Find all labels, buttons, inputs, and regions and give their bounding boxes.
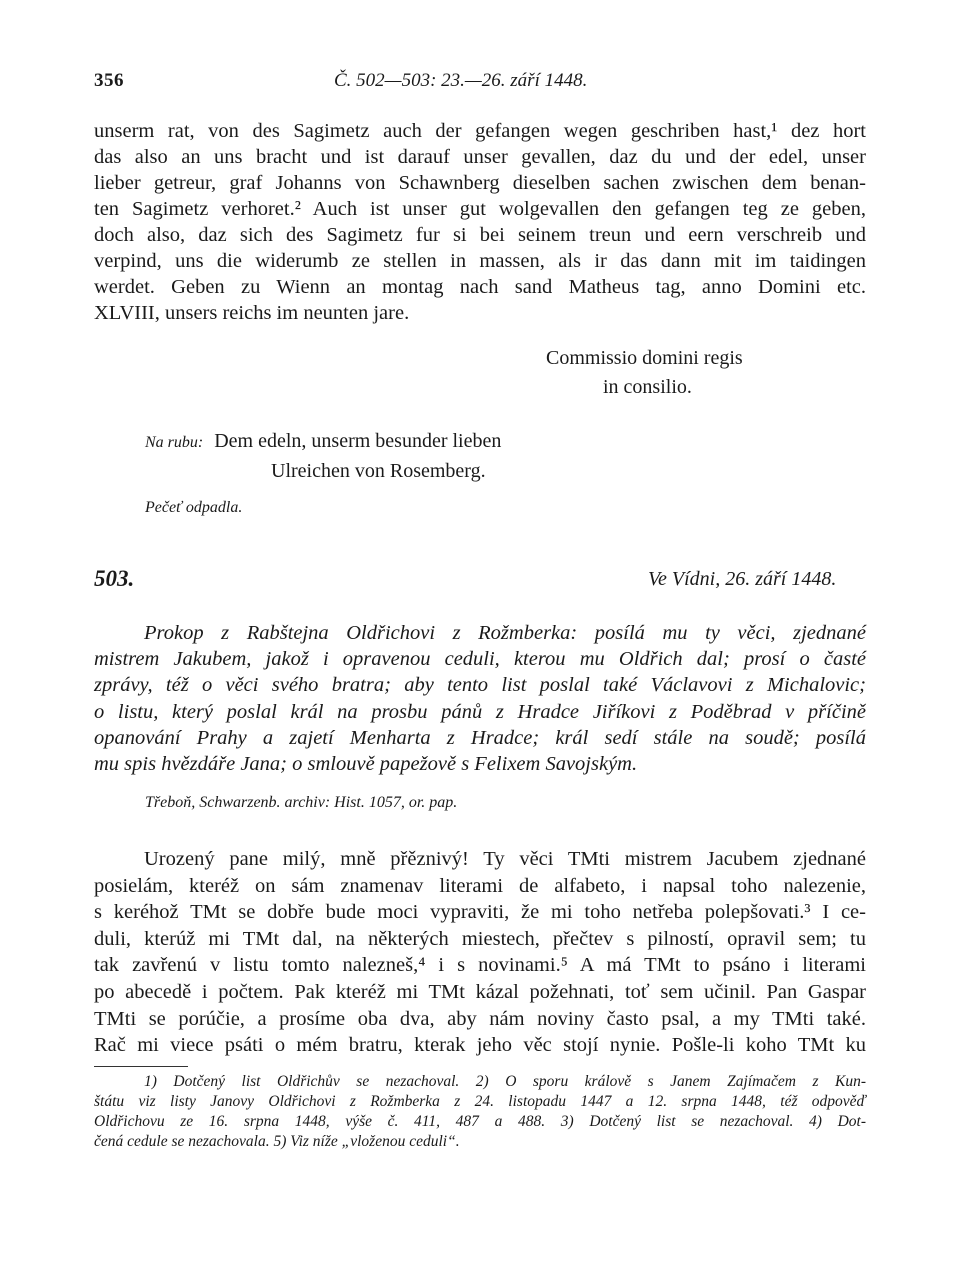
text-line: duli, kterúž mi TMt dal, na některých miestech, přečtev s pilností, opravil sem; tu <box>94 927 866 950</box>
regest-line: zprávy, též o věci svého bratra; aby tento list poslal také Václavovi z Michalovic; <box>94 674 866 697</box>
text-line: lieber getreur, graf Johanns von Schawnberg dieselben sachen zwischen dem benan- <box>94 172 866 194</box>
text-line: werdet. Geben zu Wienn an montag nach sand Matheus tag, anno Domini etc. <box>94 276 866 298</box>
regest <box>94 620 866 777</box>
footnotes <box>94 1072 866 1152</box>
regest-line: mistrem Jakubem, jakož i opravenou ceduli, kterou mu Oldřich dal; prosí o časté <box>94 648 866 671</box>
text-line: s keréhož TMt se dobře bude moci vypraviti, že mi toho netřeba polepšovati.³ I ce- <box>94 901 866 924</box>
endorsement-label: Na rubu: <box>145 434 204 451</box>
footnote-line: 1) Dotčený list Oldřichův se nezachoval. 2) O sporu králově s Janem Zajímačem z Kun- <box>144 1073 866 1090</box>
endorsement-address: Ulreichen von Rosemberg. <box>271 460 486 482</box>
running-head: Č. 502—503: 23.—26. září 1448. <box>334 70 588 91</box>
text-line: Urozený pane milý, mně přěznivý! Ty věci TMti mistrem Jacubem zjednané <box>144 848 866 870</box>
letter-503-text <box>94 846 866 1059</box>
text-line: Rač mi viece psáti o mém bratru, kterak jeho věc stojí nynie. Pošle-li koho TMt ku <box>94 1034 866 1057</box>
document-number: 503. <box>94 566 135 591</box>
footnote-line: štátu viz listy Janovy Oldřichovi z Rožmberka z 24. listopadu 1447 a 12. srpna 1448, též odpověď <box>94 1093 866 1110</box>
text-line: tak zavřenú v listu tomto nalezneš,⁴ i s novinami.⁵ A má TMt to psáno i literami <box>94 954 866 977</box>
page-header <box>94 70 868 100</box>
closing-formula <box>546 344 743 402</box>
text-line: TMti se porúčie, a prosíme oba dva, aby nám noviny často psal, a my TMti také. <box>94 1007 866 1030</box>
closing-line: Commissio domini regis <box>546 347 743 369</box>
page-number: 356 <box>94 70 124 91</box>
footnote-divider <box>94 1066 188 1067</box>
regest-line: opanování Prahy a zajetí Menharta z Hradce; král sedí stále na soudě; posílá <box>94 726 866 749</box>
document-place-date: Ve Vídni, 26. září 1448. <box>648 568 837 590</box>
text-line: das also an uns bracht und ist darauf unser gevallen, daz du und der edel, unser <box>94 146 866 168</box>
regest-line: o listu, který poslal král na prosbu pánů z Hradce Jiříkovi z Poděbrad v příčině <box>94 700 866 723</box>
endorsement <box>145 427 501 486</box>
text-line: posielám, kteréž on sám znamenav literami de alfabeto, i napsal toho nalezenie, <box>94 874 866 897</box>
letter-502-text <box>94 118 866 326</box>
seal-note: Pečeť odpadla. <box>145 499 243 516</box>
endorsement-address: Dem edeln, unserm besunder lieben <box>214 430 502 452</box>
text-line: doch also, daz sich des Sagimetz fur si bei seinem treun und eern verschreib und <box>94 224 866 246</box>
regest-line: mu spis hvězdáře Jana; o smlouvě papežově s Felixem Savojským. <box>94 753 638 776</box>
text-line: XLVIII, unsers reichs im neunten jare. <box>94 302 410 324</box>
footnote-line: Oldřichovu ze 16. srpna 1448, výše č. 411, 487 a 488. 3) Dotčený list se nezachoval. 4) Dot- <box>94 1113 866 1130</box>
regest-line: Prokop z Rabštejna Oldřichovi z Rožmberka: posílá mu ty věci, zjednané <box>144 622 866 644</box>
text-line: unserm rat, von des Sagimetz auch der gefangen wegen geschriben hast,¹ dez hort <box>94 120 866 142</box>
footnote-line: čená cedule se nezachovala. 5) Viz níže „vloženou ceduli“. <box>94 1133 460 1150</box>
closing-line: in consilio. <box>603 376 692 398</box>
text-line: verpind, uns die widerumb ze stellen in massen, als ir das dann mit im taidingen <box>94 250 866 272</box>
source-note: Třeboň, Schwarzenb. archiv: Hist. 1057, or. pap. <box>145 794 458 811</box>
text-line: po abecedě i počtem. Pak kteréž mi TMt kázal požehnati, toť sem učinil. Pan Gaspar <box>94 980 866 1003</box>
text-line: ten Sagimetz verhoret.² Auch ist unser gut wolgevallen den gefangen teg ze geben, <box>94 198 866 220</box>
